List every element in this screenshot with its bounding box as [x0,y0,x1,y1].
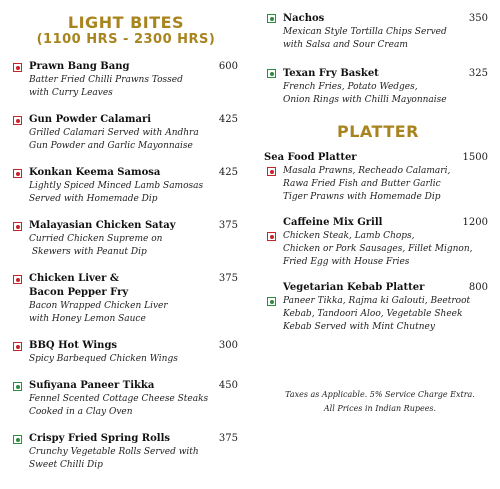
menu-item-malayasian-chicken-satay [10,219,242,259]
footer-line-currency: All Prices in Indian Rupees. [323,404,437,413]
item-desc-line: Spicy Barbequed Chicken Wings [29,354,178,364]
item-desc-line: Cooked in a Clay Oven [29,407,133,417]
item-desc-line: Sweet Chilli Dip [29,460,103,470]
non-veg-marker-icon [13,275,22,284]
section-hours: (1100 HRS - 2300 HRS) [36,32,216,47]
item-name: Vegetarian Kebab Platter [283,282,425,293]
non-veg-marker-icon [267,167,276,176]
menu-item-bbq-hot-wings [10,339,242,366]
footer-line-taxes: Taxes as Applicable. 5% Service Charge Extra. [285,390,475,399]
item-price: 325 [468,68,488,79]
non-veg-marker-icon [13,169,22,178]
menu-item-gun-powder-calamari [10,113,242,153]
menu-item-chicken-liver-bacon [10,272,242,326]
non-veg-marker-icon [13,222,22,231]
section-title-light-bites: LIGHT BITES [67,13,185,32]
item-price: 1500 [462,152,488,163]
item-price: 350 [468,13,488,24]
item-desc-line: Lightly Spiced Minced Lamb Samosas [29,181,204,191]
item-desc-line: Kebab, Tandoori Aloo, Vegetable Sheek [283,309,463,319]
non-veg-marker-icon [13,342,22,351]
veg-marker-icon [13,435,22,444]
menu-item-texan-fry-basket [264,67,492,107]
item-desc-line: Kebab Served with Mint Chutney [283,322,435,332]
item-price: 375 [218,220,238,231]
item-name: Prawn Bang Bang [29,61,130,72]
item-desc-line: with Salsa and Sour Cream [283,40,408,50]
item-price: 300 [218,340,238,351]
menu-item-sufiyana-paneer-tikka [10,379,242,419]
item-desc-line: Curried Chicken Supreme on [29,234,163,244]
item-desc-line: with Curry Leaves [29,88,113,98]
item-price: 600 [218,61,238,72]
item-name: BBQ Hot Wings [29,340,118,351]
veg-marker-icon [267,69,276,78]
item-desc-line: Batter Fried Chilli Prawns Tossed [29,75,183,85]
menu-item-nachos [264,12,492,52]
menu-item-caffeine-mix-grill [264,216,492,269]
menu-item-prawn-bang-bang [10,60,242,100]
item-desc-line: Served with Homemade Dip [29,194,158,204]
item-desc-line: Gun Powder and Garlic Mayonnaise [29,141,193,151]
right-column [264,12,492,334]
menu-item-crispy-fried-spring-rolls [10,432,242,472]
item-name: Texan Fry Basket [283,68,379,79]
menu-item-konkan-keema-samosa [10,166,242,206]
item-desc-line: Rawa Fried Fish and Butter Garlic [283,179,441,189]
veg-marker-icon [13,382,22,391]
item-price: 800 [468,282,488,293]
menu-item-vegetarian-kebab-platter [264,281,492,334]
veg-marker-icon [267,297,276,306]
item-name: Crispy Fried Spring Rolls [29,433,171,444]
item-price: 1200 [462,217,488,228]
non-veg-marker-icon [13,63,22,72]
non-veg-marker-icon [267,232,276,241]
non-veg-marker-icon [13,116,22,125]
item-desc-line: Paneer Tikka, Rajma ki Galouti, Beetroot [283,296,471,306]
item-desc-line: Chicken or Pork Sausages, Fillet Mignon, [283,244,473,254]
item-price: 425 [218,167,238,178]
item-name-line2: Bacon Pepper Fry [29,287,129,298]
item-desc-line: with Honey Lemon Sauce [29,314,146,324]
item-name: Konkan Keema Samosa [29,167,161,178]
item-desc-line: Fried Egg with House Fries [283,257,410,267]
left-column [10,0,242,472]
item-name: Gun Powder Calamari [29,114,152,125]
item-desc-line: Mexican Style Tortilla Chips Served [283,27,447,37]
item-desc-line: French Fries, Potato Wedges, [283,82,418,92]
item-price: 375 [218,433,238,444]
item-name: Sufiyana Paneer Tikka [29,380,155,391]
item-desc-line: Grilled Calamari Served with Andhra [29,128,199,138]
item-name: Caffeine Mix Grill [283,217,383,228]
item-desc-line: Masala Prawns, Recheado Calamari, [283,166,451,176]
item-price: 425 [218,114,238,125]
item-price: 375 [218,273,238,284]
item-price: 450 [218,380,238,391]
item-name: Malayasian Chicken Satay [29,220,176,231]
item-name: Sea Food Platter [264,152,357,163]
item-desc-line: Onion Rings with Chilli Mayonnaise [283,95,447,105]
section-title-platter: PLATTER [336,122,419,141]
veg-marker-icon [267,14,276,23]
item-desc-line: Fennel Scented Cottage Cheese Steaks [29,394,209,404]
item-name: Nachos [283,13,325,24]
item-name: Chicken Liver & [29,273,119,284]
item-desc-line: Bacon Wrapped Chicken Liver [29,301,168,311]
item-desc-line: Crunchy Vegetable Rolls Served with [29,447,199,457]
item-desc-line: Chicken Steak, Lamb Chops, [283,231,415,241]
item-desc-line: Skewers with Peanut Dip [29,247,147,257]
menu-footer-note [280,388,480,416]
item-desc-line: Tiger Prawns with Homemade Dip [283,192,441,202]
menu-item-sea-food-platter [264,151,492,204]
